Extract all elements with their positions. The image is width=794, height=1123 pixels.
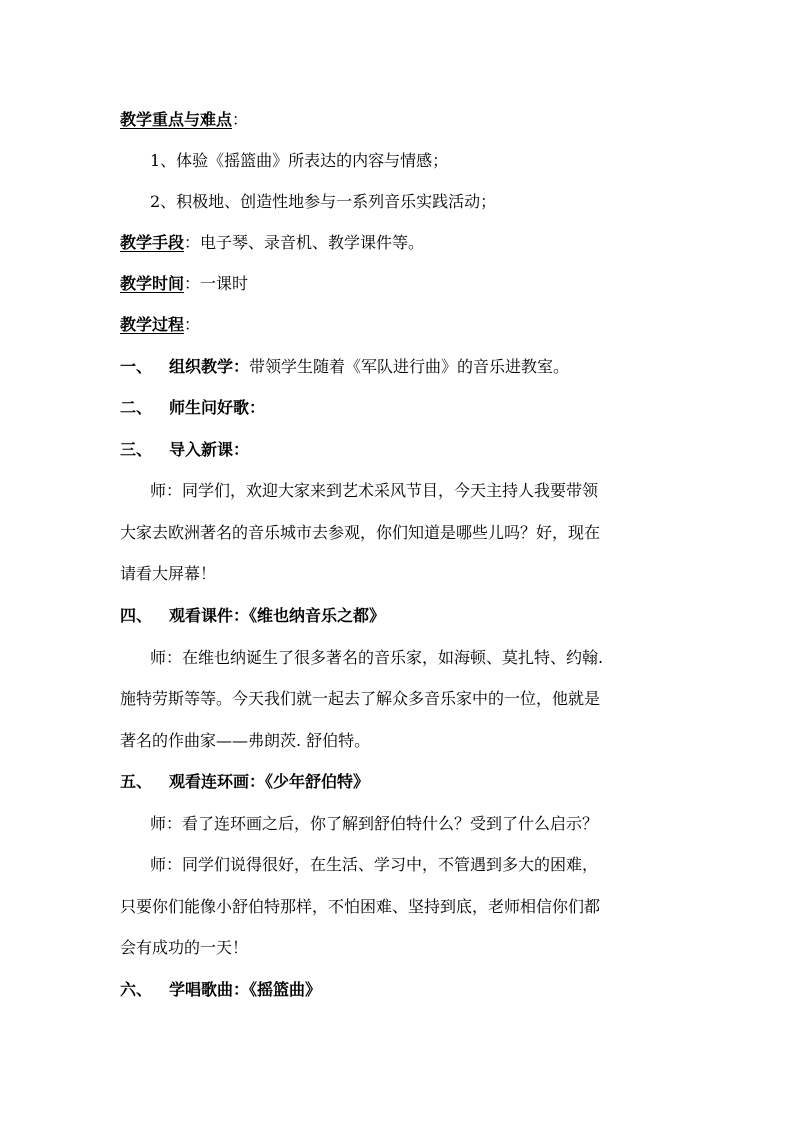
paragraph-5b-line-1: 师：同学们说得很好，在生活、学习中，不管遇到多大的困难， (150, 855, 599, 874)
key-points-heading (120, 110, 680, 130)
teaching-time (120, 274, 680, 294)
process-colon: ： (184, 315, 201, 334)
section-1-text: 带领学生随着《军队进行曲》的音乐进教室。 (249, 357, 570, 376)
paragraph-5a: 师：看了连环画之后，你了解到舒伯特什么？受到了什么启示？ (150, 814, 599, 833)
time-text: ：一课时 (184, 274, 249, 293)
section-5-title: 观看连环画：《少年舒伯特》 (169, 772, 370, 791)
section-1 (120, 357, 680, 377)
section-4-title: 观看课件：《维也纳音乐之都》 (169, 606, 386, 625)
section-3 (120, 440, 680, 460)
teaching-process-heading (120, 315, 680, 335)
teaching-means (120, 233, 680, 253)
section-2-number: 二、 (120, 398, 153, 417)
paragraph-4-line-2: 施特劳斯等等。今天我们就一起去了解众多音乐家中的一位，他就是 (120, 689, 601, 708)
section-3-title: 导入新课： (169, 440, 250, 459)
section-6-number: 六、 (120, 980, 153, 999)
section-6 (120, 980, 680, 1000)
process-label: 教学过程 (120, 315, 185, 334)
section-5-number: 五、 (120, 772, 153, 791)
paragraph-3-line-3: 请看大屏幕！ (120, 564, 217, 583)
section-2-title: 师生问好歌： (169, 398, 266, 417)
means-label: 教学手段 (120, 233, 185, 252)
means-text: ：电子琴、录音机、教学课件等。 (184, 233, 425, 252)
section-4 (120, 606, 680, 626)
section-2 (120, 398, 680, 418)
paragraph-5b-line-2: 只要你们能像小舒伯特那样，不怕困难、坚持到底，老师相信你们都 (120, 897, 601, 916)
key-point-2: 2、积极地、创造性地参与一系列音乐实践活动； (150, 192, 497, 211)
paragraph-5b-line-3: 会有成功的一天！ (120, 938, 249, 957)
paragraph-3-line-1: 师：同学们，欢迎大家来到艺术采风节目，今天主持人我要带领 (150, 481, 599, 500)
section-1-title: 组织教学： (169, 357, 250, 376)
key-point-1: 1、体验《摇篮曲》所表达的内容与情感； (150, 151, 449, 170)
paragraph-4-line-3: 著名的作曲家——弗朗茨. 舒伯特。 (120, 731, 371, 750)
key-points-label: 教学重点与难点 (120, 110, 233, 129)
section-4-number: 四、 (120, 606, 153, 625)
section-5 (120, 772, 680, 792)
paragraph-4-line-1: 师：在维也纳诞生了很多著名的音乐家，如海顿、莫扎特、约翰. (150, 648, 604, 667)
section-1-number: 一、 (120, 357, 153, 376)
section-6-title: 学唱歌曲：《摇篮曲》 (169, 980, 322, 999)
section-3-number: 三、 (120, 440, 153, 459)
paragraph-3-line-2: 大家去欧洲著名的音乐城市去参观，你们知道是哪些儿吗？好，现在 (120, 523, 601, 542)
key-points-colon: ： (232, 110, 249, 129)
time-label: 教学时间 (120, 274, 185, 293)
